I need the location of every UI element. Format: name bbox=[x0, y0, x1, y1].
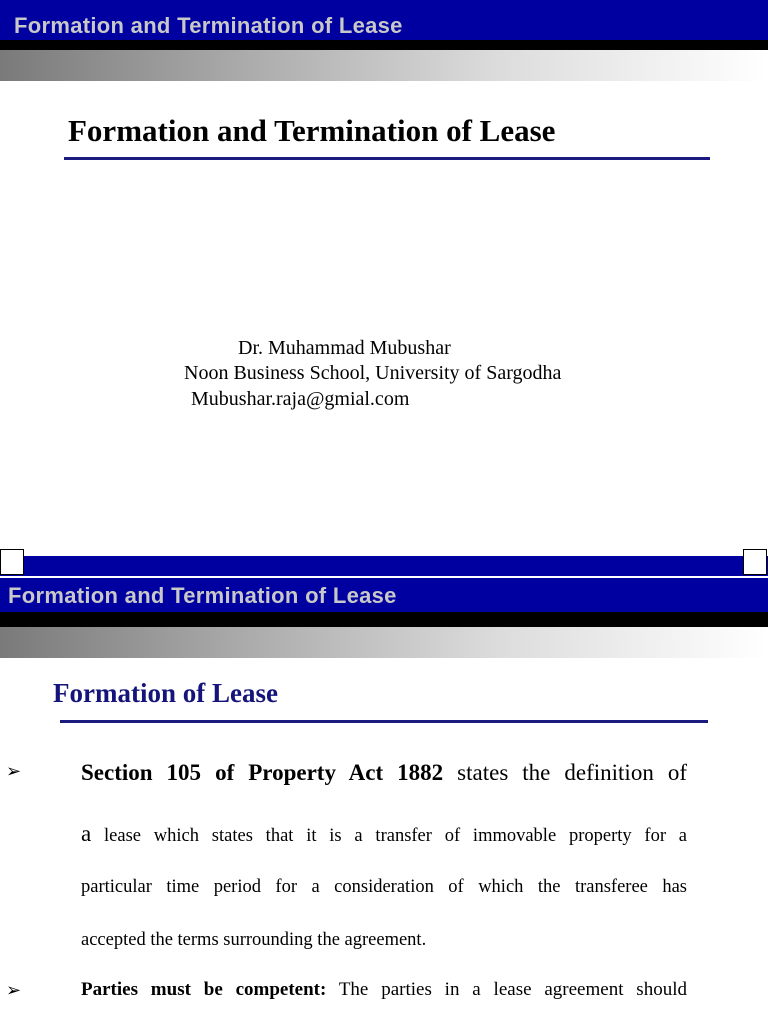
bullet-arrow-icon: ➢ bbox=[6, 980, 22, 1000]
bullet1-line4: accepted the terms surrounding the agreement. bbox=[81, 930, 427, 950]
slide1-title-rule bbox=[64, 157, 710, 160]
slide1-main-title: Formation and Termination of Lease bbox=[68, 113, 556, 148]
corner-box-right bbox=[743, 549, 767, 575]
bullet1-bold-lead: Section 105 of Property Act 1882 bbox=[81, 760, 444, 785]
slide2-header-title: Formation and Termination of Lease bbox=[8, 583, 397, 608]
slide1-header-title: Formation and Termination of Lease bbox=[14, 13, 403, 38]
slide1-gradient-stripe bbox=[0, 50, 768, 81]
bullet2-line1 bbox=[81, 978, 687, 1002]
bullet1-line1-rest: states the definition of bbox=[443, 760, 687, 785]
slide2-top-band bbox=[0, 556, 768, 576]
slide2-header-bar bbox=[0, 578, 768, 612]
bullet-arrow-icon: ➢ bbox=[6, 761, 22, 781]
bullet1-line2-first-char: a bbox=[81, 821, 92, 846]
author-affiliation: Noon Business School, University of Sargodha bbox=[184, 362, 562, 384]
slide2-gradient-stripe bbox=[0, 627, 768, 658]
bullet1-line1 bbox=[81, 758, 687, 788]
slide2-title-rule bbox=[60, 720, 708, 723]
bullet2-line1-rest: The parties in a lease agreement should bbox=[326, 979, 687, 1000]
slide1-black-stripe bbox=[0, 40, 768, 50]
slide2-section-title: Formation of Lease bbox=[53, 678, 278, 708]
author-name: Dr. Muhammad Mubushar bbox=[238, 337, 451, 359]
bullet1-line2 bbox=[81, 822, 687, 848]
slide1-header-bar bbox=[0, 0, 768, 40]
bullet1-line2-rest: lease which states that it is a transfer of immovable property for a bbox=[91, 826, 687, 846]
bullet2-bold-lead: Parties must be competent: bbox=[81, 979, 327, 1000]
slide2-black-stripe bbox=[0, 612, 768, 627]
bullet1-line3: particular time period for a consideration of which the transferee has bbox=[81, 877, 687, 897]
author-email: Mubushar.raja@gmial.com bbox=[191, 388, 410, 410]
corner-box-left bbox=[0, 549, 24, 575]
